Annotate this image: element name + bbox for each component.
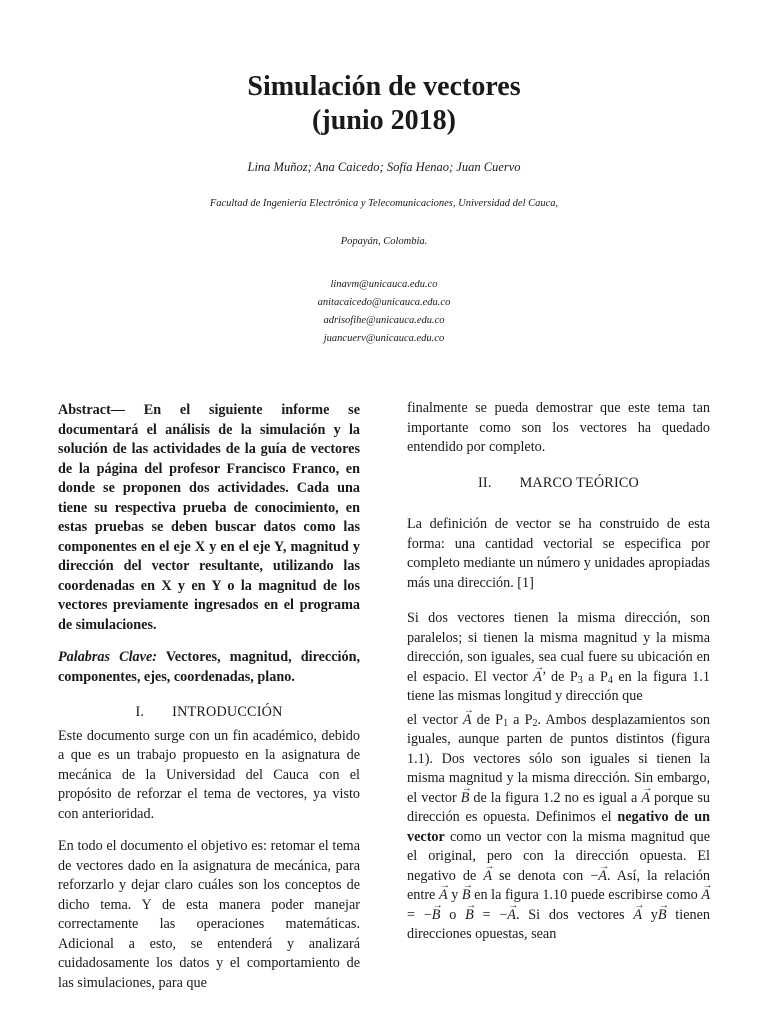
abstract-text: En el siguiente informe se documentará el análisis de la simulación y la solución de las actividades de la guía de vectores de la página del profesor Francisco Franco, en donde se proponen dos actividades. Cada una tiene su respectiva prueba de conocimiento, en estas pruebas se deben buscar datos como las componentes en el eje X y en el eje Y, magnitud y dirección del vector resultante, utilizando las coordenadas en X y en Y o la magnitud de los vectores previamente ingresados en el programa de simulaciones. xyxy=(58,402,360,633)
email-list xyxy=(0,276,768,348)
vector-a: → A xyxy=(701,886,710,906)
title-line-2: (junio 2018) xyxy=(312,105,456,136)
vector-b: → B xyxy=(658,906,667,926)
intro-paragraph-3: finalmente se pueda demostrar que este tema tan importante como son los vectores ha quedado entendido por completo. xyxy=(407,400,710,455)
abstract-label: Abstract— xyxy=(58,402,125,418)
term-negativo: negativo de un vector xyxy=(407,809,710,845)
email-item: anitacaicedo@unicauca.edu.co xyxy=(317,297,451,308)
keywords-text: Vectores, magnitud, dirección, componentes, ejes, coordenadas, plano. xyxy=(58,649,361,685)
vector-b: → B xyxy=(432,906,441,926)
section-number: I. xyxy=(135,704,145,720)
email-item: linavm@unicauca.edu.co xyxy=(330,279,438,290)
section-heading-introduccion xyxy=(58,703,360,723)
vector-a: → A xyxy=(483,867,492,887)
vector-a: → A xyxy=(463,711,472,731)
intro-paragraph-2: En todo el documento el objetivo es: retomar el tema de vectores dado en la asignatura de mecánica, para reforzarlo y dejar claro cuáles son los conceptos de dicho tema. Y de esta manera poder manejar correctamente las operaciones matemáticas. Adicional a esto, se entenderá y analizará cuidadosamente los datos y el comportamiento de las simulaciones, para que xyxy=(58,838,360,991)
theory-paragraph-2: Si dos vectores tienen la misma dirección, son paralelos; si tienen la misma magnitud y la misma dirección, son iguales, sea cual fuere su ubicación en el espacio. El vector → A’ de $P_3$ a $P_4$ en la figura 1.1 tiene las mismas longitud y dirección que xyxy=(407,609,710,707)
vector-a: → A xyxy=(641,789,650,809)
intro-paragraph-1: Este documento surge con un fin académico, debido a que es un trabajo propuesto en la asignatura de mecánica de la Universidad del Cauca con el propósito de reforzar el tema de vectores, ya visto con anterioridad. xyxy=(58,727,360,822)
vector-b: → B xyxy=(461,789,470,809)
paper-title xyxy=(0,70,768,138)
left-column xyxy=(58,401,360,993)
vector-a: → A xyxy=(533,668,542,688)
vector-a: → A xyxy=(439,886,448,906)
vector-a: → A xyxy=(507,906,516,926)
email-item: adrisofihe@unicauca.edu.co xyxy=(323,315,445,326)
vector-a: → A xyxy=(633,906,642,926)
email-item: juancuerv@unicauca.edu.co xyxy=(323,333,445,344)
vector-b: → B xyxy=(465,906,474,926)
vector-a: → A xyxy=(598,867,607,887)
vector-b: → B xyxy=(462,886,471,906)
right-column xyxy=(407,399,710,945)
theory-paragraph-1: La definición de vector se ha construido de esta forma: una cantidad vectorial se especifica por completo mediante un número y unidades apropiadas más una dirección. [1] xyxy=(407,516,710,591)
section-heading-marco-teorico xyxy=(407,474,710,494)
section-title: MARCO TEÓRICO xyxy=(519,474,639,491)
section-number: II. xyxy=(477,474,492,491)
title-line-1: Simulación de vectores xyxy=(247,71,521,102)
abstract xyxy=(58,401,360,635)
author-list: Lina Muñoz; Ana Caicedo; Sofía Henao; Juan Cuervo xyxy=(247,160,521,174)
theory-paragraph-3: el vector → A de $P_1$ a $P_2$. Ambos desplazamientos son iguales, aunque parten de puntos distintos (figura 1.1). Dos vectores sólo son iguales si tienen la misma magnitud y la misma dirección. Sin embargo, el vector → B de la figura 1.2 no es igual a → A porque su dirección es opuesta. Definimos el negativo de un vector como un vector con la misma magnitud que el original, pero con la dirección opuesta. El negativo de → A se denota con −→ A. Así, la relación entre → A y → B en la figura 1.10 puede escribirse como → A = −→ B o → B = −→ A. Si dos vectores → A y→ B tienen direcciones opuestas, sean xyxy=(407,711,710,945)
keywords-label: Palabras Clave: xyxy=(58,649,157,665)
location: Popayán, Colombia. xyxy=(340,236,428,247)
keywords xyxy=(58,648,360,687)
affiliation: Facultad de Ingeniería Electrónica y Telecomunicaciones, Universidad del Cauca, xyxy=(209,198,559,209)
section-title: INTRODUCCIÓN xyxy=(172,704,283,720)
